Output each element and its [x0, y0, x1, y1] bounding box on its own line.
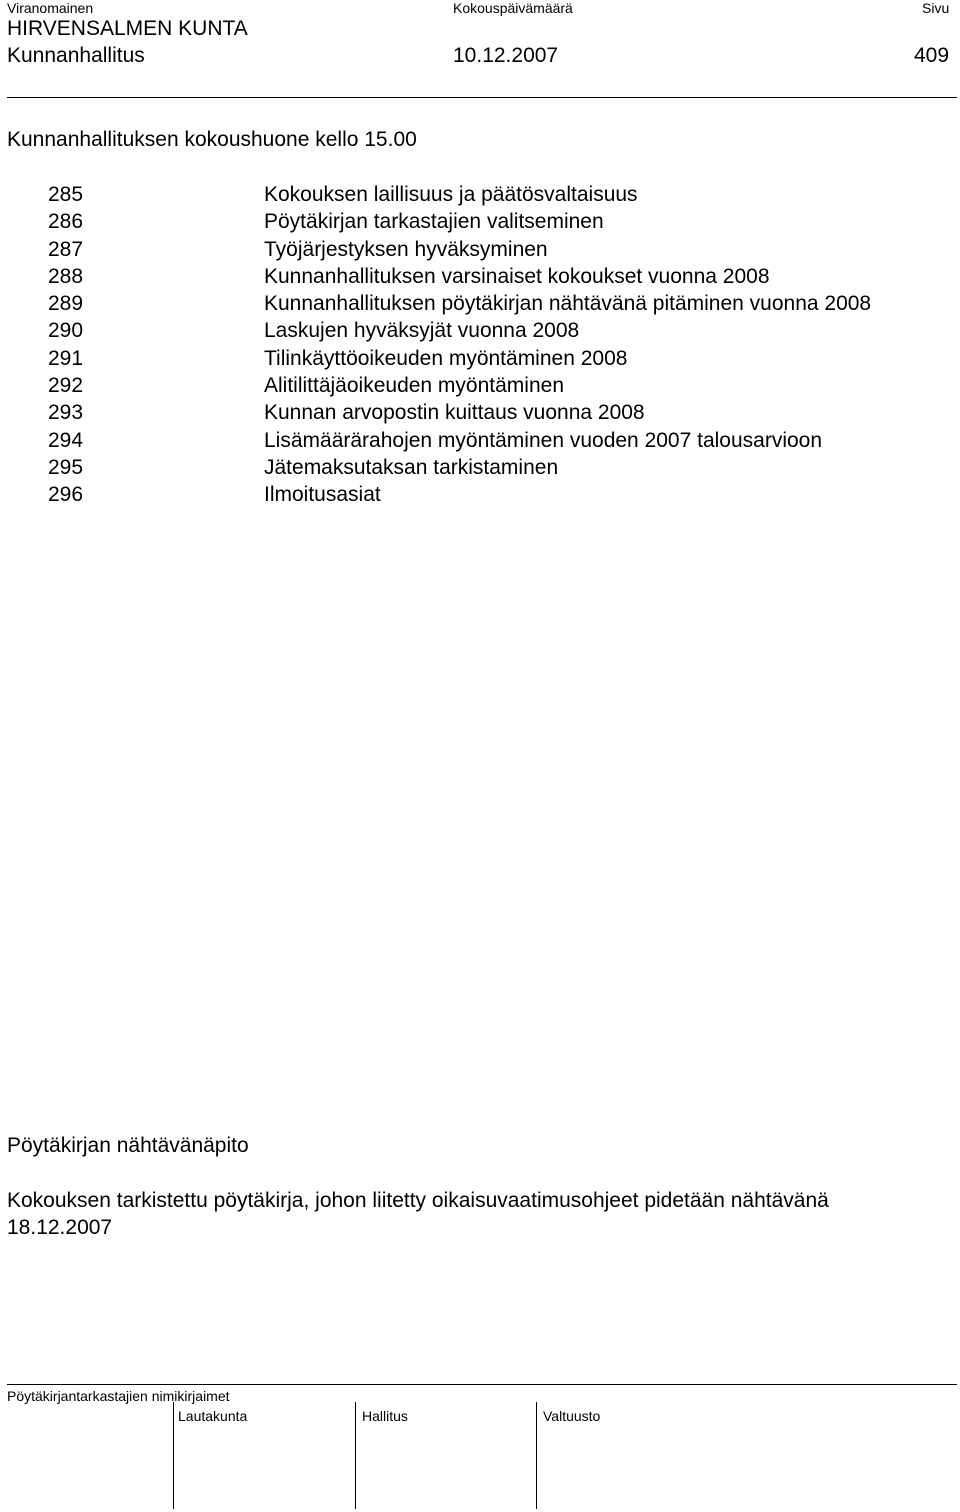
agenda-item [0, 429, 960, 456]
agenda-item-number: 287 [48, 237, 84, 261]
footer-signature-label: Pöytäkirjantarkastajien nimikirjaimet [7, 1388, 230, 1404]
agenda-item-title: Lisämäärärahojen myöntäminen vuoden 2007 talousarvioon [264, 428, 823, 452]
governing-body: Kunnanhallitus [7, 44, 145, 67]
header-page-label: Sivu [922, 0, 950, 16]
agenda-item [0, 265, 960, 292]
agenda-item [0, 374, 960, 401]
agenda-item [0, 483, 960, 510]
header-divider [7, 97, 957, 98]
agenda-item [0, 401, 960, 428]
agenda-item-title: Tilinkäyttöoikeuden myöntäminen 2008 [264, 346, 628, 370]
agenda-item-title: Alitilittäjäoikeuden myöntäminen [264, 374, 564, 398]
agenda-item-title: Jätemaksutaksan tarkistaminen [264, 455, 559, 479]
agenda-item-number: 294 [48, 428, 84, 452]
agenda-item-number: 285 [48, 183, 84, 206]
agenda-item-number: 290 [48, 319, 84, 343]
agenda-item [0, 292, 960, 319]
footer-column-divider [173, 1402, 174, 1509]
notice-date: 18.12.2007 [7, 1216, 113, 1239]
footer-column-divider [355, 1402, 356, 1509]
agenda-item-number: 295 [48, 455, 84, 479]
agenda-item-title: Ilmoitusasiat [264, 483, 381, 507]
agenda-item [0, 456, 960, 483]
agenda-item-title: Pöytäkirjan tarkastajien valitseminen [264, 210, 604, 234]
page-number: 409 [914, 44, 950, 67]
notice-heading: Pöytäkirjan nähtävänäpito [7, 1134, 249, 1157]
footer-column-board: Lautakunta [178, 1408, 248, 1424]
agenda-item-title: Laskujen hyväksyjät vuonna 2008 [264, 319, 580, 343]
agenda-item-number: 292 [48, 374, 84, 398]
agenda-item-number: 291 [48, 346, 84, 370]
footer-column-government: Hallitus [362, 1408, 408, 1424]
header-authority-label: Viranomainen [7, 0, 94, 16]
agenda-item-title: Kunnanhallituksen varsinaiset kokoukset vuonna 2008 [264, 264, 770, 288]
agenda-item [0, 347, 960, 374]
meeting-date: 10.12.2007 [453, 44, 559, 67]
agenda-item [0, 319, 960, 346]
agenda-item-title: Kokouksen laillisuus ja päätösvaltaisuus [264, 183, 638, 206]
header-date-label: Kokouspäivämäärä [453, 0, 573, 16]
agenda-item-title: Työjärjestyksen hyväksyminen [264, 237, 548, 261]
agenda-item-number: 289 [48, 292, 84, 316]
meeting-location: Kunnanhallituksen kokoushuone kello 15.00 [7, 128, 417, 151]
agenda-item-title: Kunnan arvopostin kuittaus vuonna 2008 [264, 401, 645, 425]
agenda-list [0, 183, 960, 511]
organization-name: HIRVENSALMEN KUNTA [7, 17, 248, 40]
agenda-item-number: 296 [48, 483, 84, 507]
agenda-item-title: Kunnanhallituksen pöytäkirjan nähtävänä pitäminen vuonna 2008 [264, 292, 872, 316]
footer-column-council: Valtuusto [543, 1408, 601, 1424]
notice-text: Kokouksen tarkistettu pöytäkirja, johon liitetty oikaisuvaatimusohjeet pidetään nähtävänä [7, 1189, 829, 1212]
agenda-item-number: 286 [48, 210, 84, 234]
agenda-item [0, 183, 960, 210]
agenda-item [0, 210, 960, 237]
footer-column-divider [536, 1402, 537, 1509]
agenda-item [0, 238, 960, 265]
footer-divider [7, 1384, 957, 1385]
agenda-item-number: 293 [48, 401, 84, 425]
agenda-item-number: 288 [48, 264, 84, 288]
